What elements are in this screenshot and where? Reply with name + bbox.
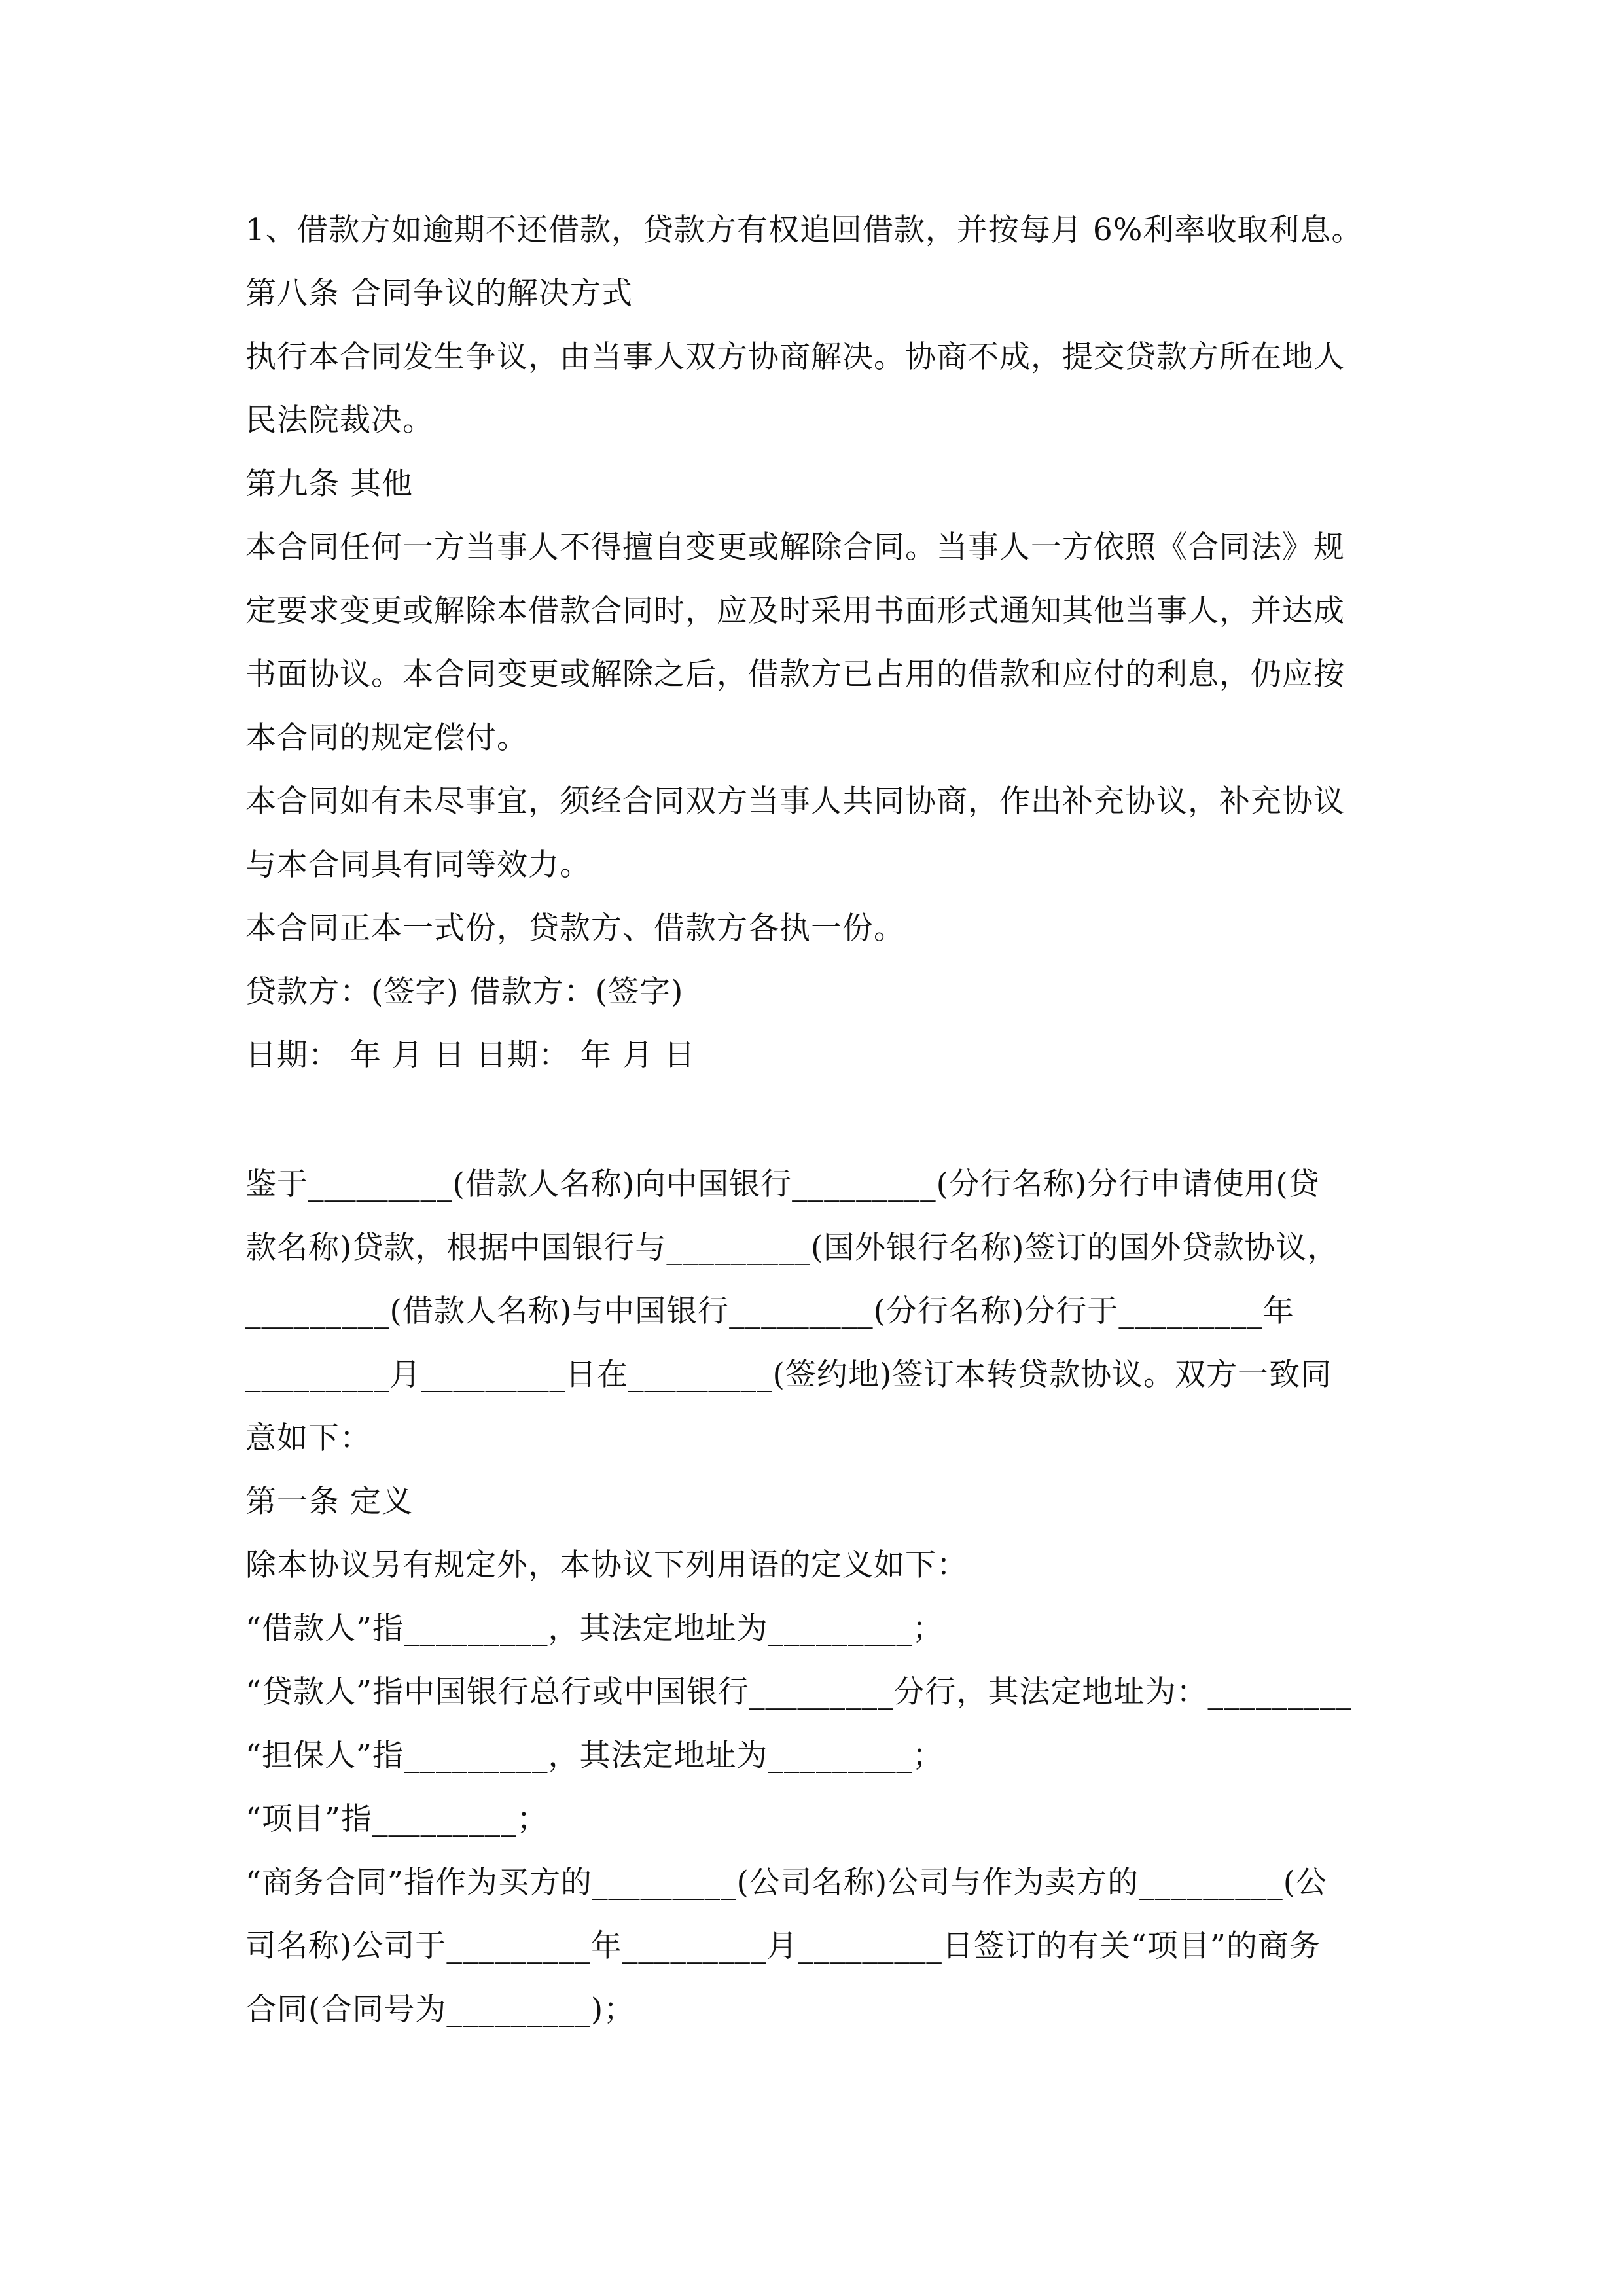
definition-line: “项目”指_________；	[245, 1801, 548, 1837]
text-line: 书面协议。本合同变更或解除之后，借款方已占用的借款和应付的利息，仍应按	[245, 656, 1345, 692]
text-line: 定要求变更或解除本借款合同时，应及时采用书面形式通知其他当事人，并达成	[245, 593, 1345, 629]
text-line: 本合同任何一方当事人不得擅自变更或解除合同。当事人一方依照《合同法》规	[245, 529, 1345, 565]
text-line: 与本合同具有同等效力。	[245, 847, 591, 883]
text-line: 1、借款方如逾期不还借款，贷款方有权追回借款，并按每月 6%利率收取利息。	[245, 212, 1363, 248]
section-heading: 第八条 合同争议的解决方式	[245, 276, 633, 312]
text-line: 款名称)贷款，根据中国银行与_________(国外银行名称)签订的国外贷款协议，	[245, 1230, 1339, 1266]
definition-line: “担保人”指_________，其法定地址为_________；	[245, 1738, 944, 1774]
text-line: 民法院裁决。	[245, 403, 434, 439]
text-line: 司名称)公司于_________年_________月_________日签订的有关“项目”的商务	[245, 1928, 1321, 1964]
text-line: 合同(合同号为_________)；	[245, 1992, 635, 2028]
definition-line: “商务合同”指作为买方的_________(公司名称)公司与作为卖方的_________(公	[245, 1865, 1328, 1901]
definition-line: “借款人”指_________，其法定地址为_________；	[245, 1611, 944, 1647]
text-line: 本合同如有未尽事宜，须经合同双方当事人共同协商，作出补充协议，补充协议	[245, 783, 1345, 819]
text-line: _________(借款人名称)与中国银行_________(分行名称)分行于_________年	[245, 1293, 1294, 1329]
text-line: 执行本合同发生争议，由当事人双方协商解决。协商不成，提交贷款方所在地人	[245, 339, 1345, 375]
text-line: 除本协议另有规定外，本协议下列用语的定义如下：	[245, 1547, 968, 1583]
text-line: _________月_________日在_________(签约地)签订本转贷款协议。双方一致同	[245, 1357, 1332, 1393]
date-line: 日期： 年 月 日 日期： 年 月 日	[245, 1037, 696, 1073]
text-line: 本合同正本一式份，贷款方、借款方各执一份。	[245, 910, 905, 946]
text-line: 鉴于_________(借款人名称)向中国银行_________(分行名称)分行申请使用(贷	[245, 1166, 1320, 1202]
text-line: 本合同的规定偿付。	[245, 720, 528, 756]
section-heading: 第一条 定义	[245, 1484, 413, 1520]
section-heading: 第九条 其他	[245, 466, 413, 502]
signature-line: 贷款方：(签字) 借款方：(签字)	[245, 974, 684, 1010]
text-line: 意如下：	[245, 1420, 371, 1456]
definition-line: “贷款人”指中国银行总行或中国银行_________分行，其法定地址为：_________	[245, 1674, 1353, 1710]
